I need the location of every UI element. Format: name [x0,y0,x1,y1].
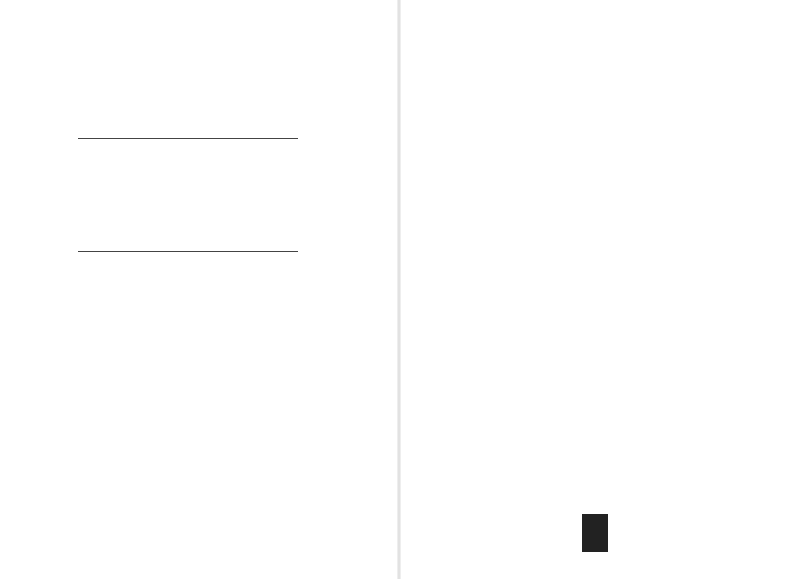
annotation-paragraph-2 [34,219,370,226]
separator-line [78,251,298,252]
right-page [400,0,800,579]
ornament-border-icon [400,38,772,50]
left-page [0,0,398,579]
page-number-box [582,514,608,552]
book-gutter [397,0,401,579]
separator-line [78,138,298,139]
